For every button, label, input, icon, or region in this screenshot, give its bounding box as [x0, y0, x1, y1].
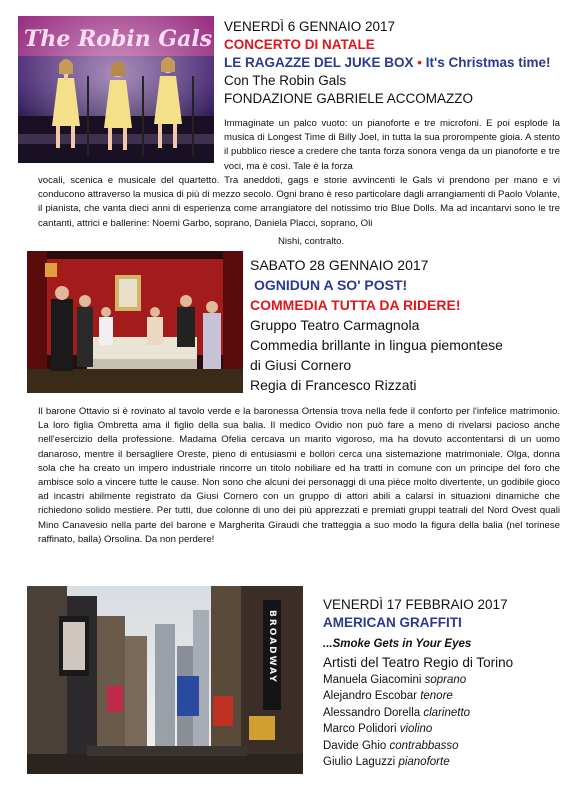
cast-name: Manuela Giacomini [323, 674, 422, 686]
broadway-photo-art [27, 586, 303, 774]
event3-subtitle: ...Smoke Gets in Your Eyes [323, 638, 472, 650]
event1-title-line [224, 54, 551, 72]
event3-artists: Artisti del Teatro Regio di Torino [323, 655, 514, 670]
event3-title: AMERICAN GRAFFITI [323, 615, 462, 630]
cast-role: tenore [420, 690, 453, 703]
teatro-photo-art [27, 251, 243, 393]
event2-category: COMMEDIA TUTTA DA RIDERE! [250, 297, 461, 313]
teatro-carmagnola-photo [27, 251, 243, 393]
event1-category: CONCERTO DI NATALE [224, 37, 375, 52]
event1-body-last: Nishi, contralto. [278, 236, 345, 247]
event2-title: OGNIDUN A SO' POST! [254, 277, 408, 293]
cast-item [323, 721, 513, 737]
event1-body-narrow: Immaginate un palco vuoto: un pianoforte e tre microfoni. E poi esplode la musica di Longest Time di Billy Joel, in tutta la sua prorompente gioia. A stento il pubblico riesce a credere che tanta forza sonora venga da un pianoforte e tre voci, ma è così. Tale è la forza [224, 118, 560, 172]
event2-line4: Regia di Francesco Rizzati [250, 377, 417, 393]
cast-role: clarinetto [423, 706, 471, 719]
event1-body-wide: vocali, scenica e musicale del quartetto. Tra aneddoti, gags e storie avvincenti le Gals vi prendono per mano e vi conducono attraverso la musica di più di mezzo secolo. Ogni brano è reso particolare dagli arrangiamenti di Paolo Volante, il pianista, che vanta dieci anni di esperienza come arrangiatore del notissimo trio Blue Dolls. Ma ad incantarvi sono le tre cantanti, attrici e ballerine: Noemi Garbo, soprano, Daniela Placci, soprano, Oli [38, 175, 560, 229]
event2-line2: Commedia brillante in lingua piemontese [250, 337, 503, 353]
event1-line2: FONDAZIONE GABRIELE ACCOMAZZO [224, 91, 474, 106]
cast-role: pianoforte [398, 756, 450, 769]
event2-line3: di Giusi Cornero [250, 357, 352, 373]
event1-title-dot: • [417, 55, 423, 70]
robin-gals-photo [18, 16, 214, 163]
cast-name: Marco Polidori [323, 723, 397, 736]
event2-body: Il barone Ottavio si è rovinato al tavolo verde e la baronessa Ortensia trova nella fede il conforto per l'infelice matrimonio. La loro figlia Ombretta ama il figlio della sua balia. Il medico Ovidio non può fare a meno di rivelarsi pacioso anche nell'esercizio della professione. Madama Ofelia cercava un marito vigoroso, ma ha dovuto accontentarsi di un uomo danaroso, mentre il bersagliere Oreste, pieno di entusiasmi e bollori cerca una sistemazione matrimoniale. Olga, donna sola che ha creato un impero industriale rincorre un titolo nobiliare ed ha tratti in comune con un principe del foro che ambisce solo a vincere tutte le cause. Non sono che alcuni dei personaggi di una pièce molto divertente, un godibile gioco ad incastri abilmente registrato da Giusi Cornero con un gruppo di attori abili a calarsi in situazioni dinamiche che richiedono solido mestiere. Per tutti, due colonne di uno dei più apprezzati e premiati gruppi teatrali del Nord Ovest quali Mino Canavesio nella parte del barone e Margherita Giraudi che tratteggia a suo modo la figura della balia (nel torinese raffinato, balla) Orsolina. Da non perdere! [38, 406, 560, 545]
cast-item [323, 688, 513, 704]
event1-subtitle: It's Christmas time! [425, 55, 551, 70]
event1-date: VENERDÌ 6 GENNAIO 2017 [224, 19, 396, 34]
cast-item [323, 738, 513, 754]
broadway-sign: BROADWAY [267, 610, 277, 684]
cast-role: soprano [424, 674, 467, 686]
event1-title: LE RAGAZZE DEL JUKE BOX [224, 55, 414, 70]
event3-header [323, 596, 513, 770]
robin-gals-photo-art [18, 16, 214, 163]
cast-item [323, 705, 513, 721]
cast-name: Alejandro Escobar [323, 690, 417, 703]
cast-role: violino [399, 723, 433, 736]
cast-name: Giulio Laguzzi [323, 756, 396, 769]
event1-header [224, 18, 551, 108]
cast-item [323, 754, 513, 770]
broadway-photo [27, 586, 303, 774]
cast-role: contrabbasso [389, 739, 459, 752]
event2-line1: Gruppo Teatro Carmagnola [250, 317, 420, 333]
cast-name: Alessandro Dorella [323, 706, 421, 719]
event1-line1: Con The Robin Gals [224, 73, 347, 88]
cast-name: Davide Ghio [323, 739, 387, 752]
event2-date: SABATO 28 GENNAIO 2017 [250, 257, 429, 273]
cast-item [323, 672, 513, 688]
event2-header [250, 255, 503, 395]
event3-date: VENERDÌ 17 FEBBRAIO 2017 [323, 597, 508, 612]
